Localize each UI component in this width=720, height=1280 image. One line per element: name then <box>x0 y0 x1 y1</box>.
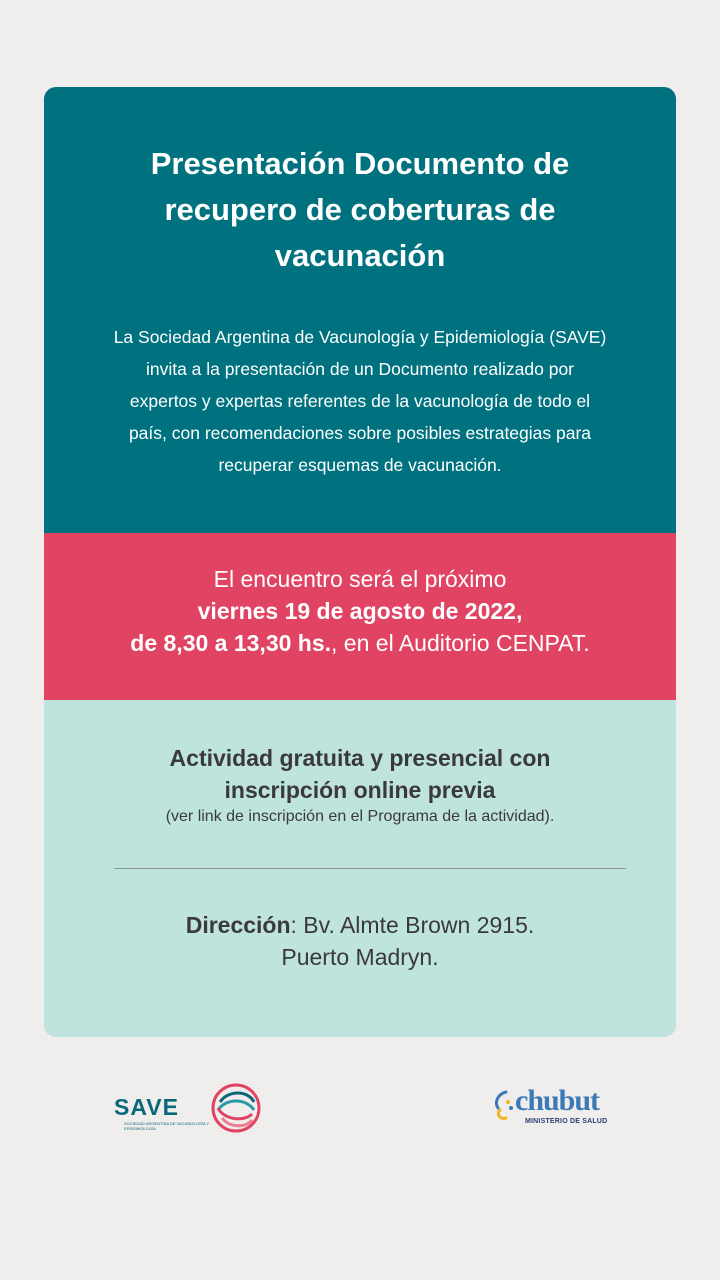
activity-title <box>74 742 646 806</box>
event-section <box>44 533 676 700</box>
invitation-card <box>44 87 676 1037</box>
activity-title-line: inscripción online previa <box>224 777 496 803</box>
chubut-logo <box>492 1084 622 1134</box>
save-logo-subtitle: SOCIEDAD ARGENTINA DE VACUNOLOGÍA Y EPIDEMIOLOGÍA <box>124 1121 210 1131</box>
page-title <box>84 141 636 279</box>
chubut-logo-subtitle: MINISTERIO DE SALUD <box>525 1118 608 1125</box>
event-intro: El encuentro será el próximo <box>213 566 507 592</box>
activity-section <box>44 700 676 1037</box>
event-venue: , en el Auditorio CENPAT. <box>331 630 590 656</box>
title-line: Presentación Documento de <box>150 146 570 181</box>
title-line: recupero de coberturas de <box>164 192 556 227</box>
address-street: : Bv. Almte Brown 2915. <box>290 912 535 938</box>
address <box>64 909 656 973</box>
save-swirl-icon <box>210 1082 262 1134</box>
activity-title-line: Actividad gratuita y presencial con <box>169 745 551 771</box>
intro-line: expertos y expertas referentes de la vacunología de todo el <box>129 391 591 411</box>
intro-line: recuperar esquemas de vacunación. <box>218 455 502 475</box>
intro-line: país, con recomendaciones sobre posibles estrategias para <box>128 423 592 443</box>
header-section <box>44 87 676 533</box>
save-logo <box>114 1080 264 1136</box>
chubut-logo-word: chubut <box>515 1084 600 1117</box>
chubut-sun-icon <box>492 1088 516 1122</box>
save-logo-word: SAVE <box>114 1094 179 1120</box>
event-details <box>54 563 666 659</box>
address-city: Puerto Madryn. <box>281 944 439 970</box>
title-line: vacunación <box>274 238 446 273</box>
intro-line: invita a la presentación de un Documento realizado por <box>145 359 575 379</box>
event-date: viernes 19 de agosto de 2022, <box>197 598 523 624</box>
activity-note: (ver link de inscripción en el Programa de la actividad). <box>165 808 555 825</box>
divider <box>114 868 626 869</box>
intro-line: La Sociedad Argentina de Vacunología y Epidemiología (SAVE) <box>113 327 607 347</box>
address-label: Dirección <box>185 912 291 938</box>
event-time: de 8,30 a 13,30 hs. <box>130 630 332 656</box>
intro-paragraph <box>66 321 654 481</box>
